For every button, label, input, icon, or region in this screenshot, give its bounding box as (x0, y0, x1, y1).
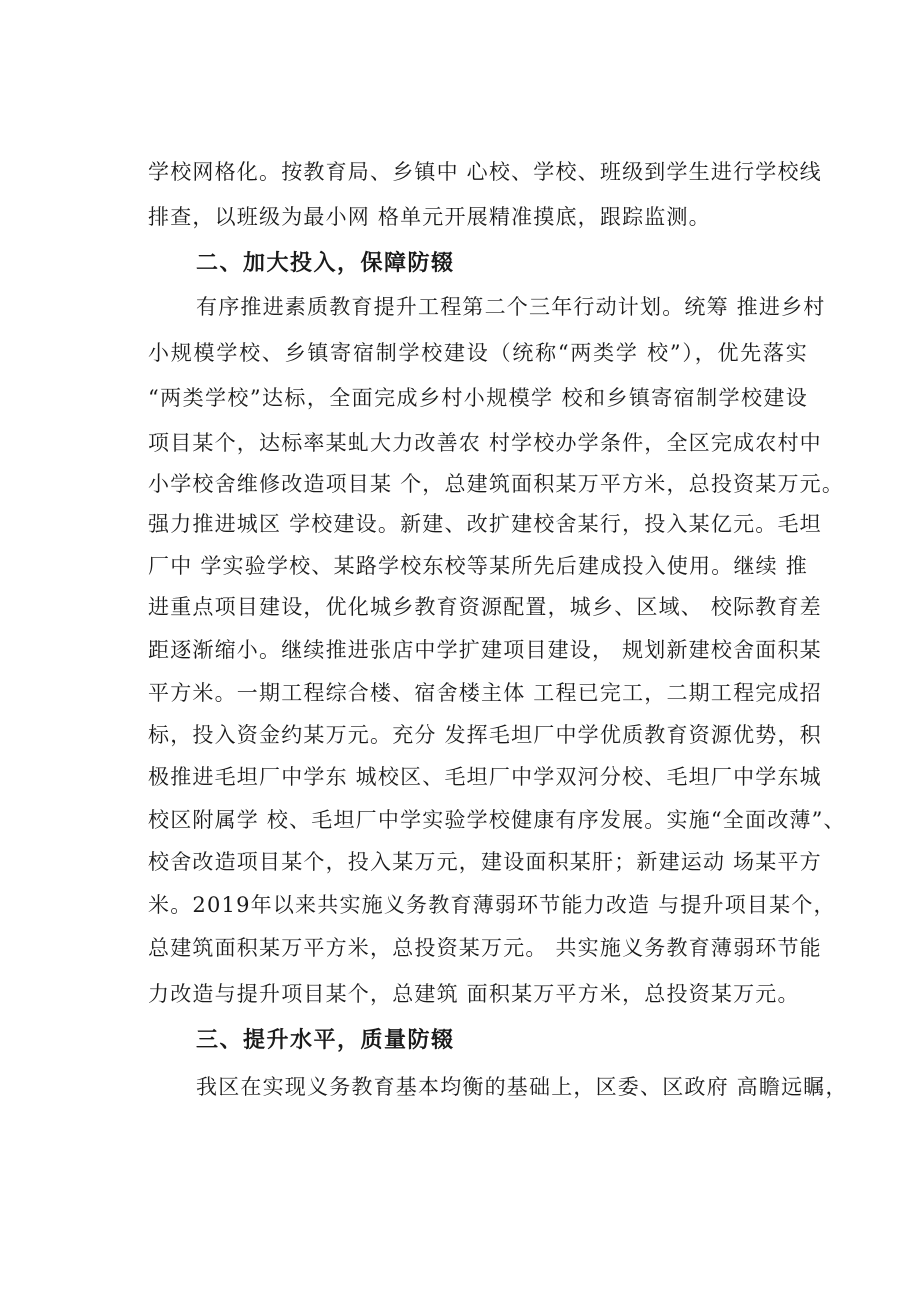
text-line: 校区附属学 校、毛坦厂中学实验学校健康有序发展。实施“全面改薄”、 (148, 808, 846, 832)
text-line: “两类学校”达标，全面完成乡村小规模学 校和乡镇寄宿制学校建设 (148, 386, 808, 410)
section-heading: 二、加大投入，保障防辍 (196, 251, 455, 276)
text-line: 标，投入资金约某万元。充分 发挥毛坦厂中学优质教育资源优势，积 (148, 723, 822, 747)
text-line: 平方米。一期工程综合楼、宿舍楼主体 工程已完工，二期工程完成招 (148, 681, 822, 705)
text-line: 小学校舍维修改造项目某 个，总建筑面积某万平方米，总投资某万元。 (148, 472, 845, 496)
text-line: 极推进毛坦厂中学东 城校区、毛坦厂中学双河分校、毛坦厂中学东城 (148, 765, 822, 789)
text-line: 米。2019年以来共实施义务教育薄弱环节能力改造 与提升项目某个， (148, 893, 836, 917)
text-line: 有序推进素质教育提升工程第二个三年行动计划。统筹 推进乡村 (196, 295, 826, 319)
text-line: 排查，以班级为最小网 格单元开展精准摸底，跟踪监测。 (148, 205, 711, 229)
text-line: 学校网格化。按教育局、乡镇中 心校、学校、班级到学生进行学校线 (148, 160, 822, 184)
text-line: 小规模学校、乡镇寄宿制学校建设（统称“两类学 校”），优先落实 (148, 341, 808, 365)
text-line: 力改造与提升项目某个，总建筑 面积某万平方米，总投资某万元。 (148, 982, 800, 1006)
text-line: 强力推进城区 学校建设。新建、改扩建校舍某行，投入某亿元。毛坦 (148, 512, 822, 536)
text-line: 距逐渐缩小。继续推进张店中学扩建项目建设， 规划新建校舍面积某 (148, 638, 822, 662)
text-line: 厂中 学实验学校、某路学校东校等某所先后建成投入使用。继续 推 (148, 554, 808, 578)
text-line: 项目某个，达标率某虬大力改善农 村学校办学条件，全区完成农村中 (148, 431, 822, 455)
text-line: 我区在实现义务教育基本均衡的基础上，区委、区政府 高瞻远瞩， (196, 1075, 848, 1099)
text-line: 校舍改造项目某个，投入某万元，建设面积某肝；新建运动 场某平方 (148, 850, 822, 874)
text-line: 总建筑面积某万平方米，总投资某万元。 共实施义务教育薄弱环节能 (148, 936, 822, 960)
section-heading: 三、提升水平，质量防辍 (196, 1028, 455, 1053)
text-line: 进重点项目建设，优化城乡教育资源配置，城乡、区域、 校际教育差 (148, 595, 822, 619)
